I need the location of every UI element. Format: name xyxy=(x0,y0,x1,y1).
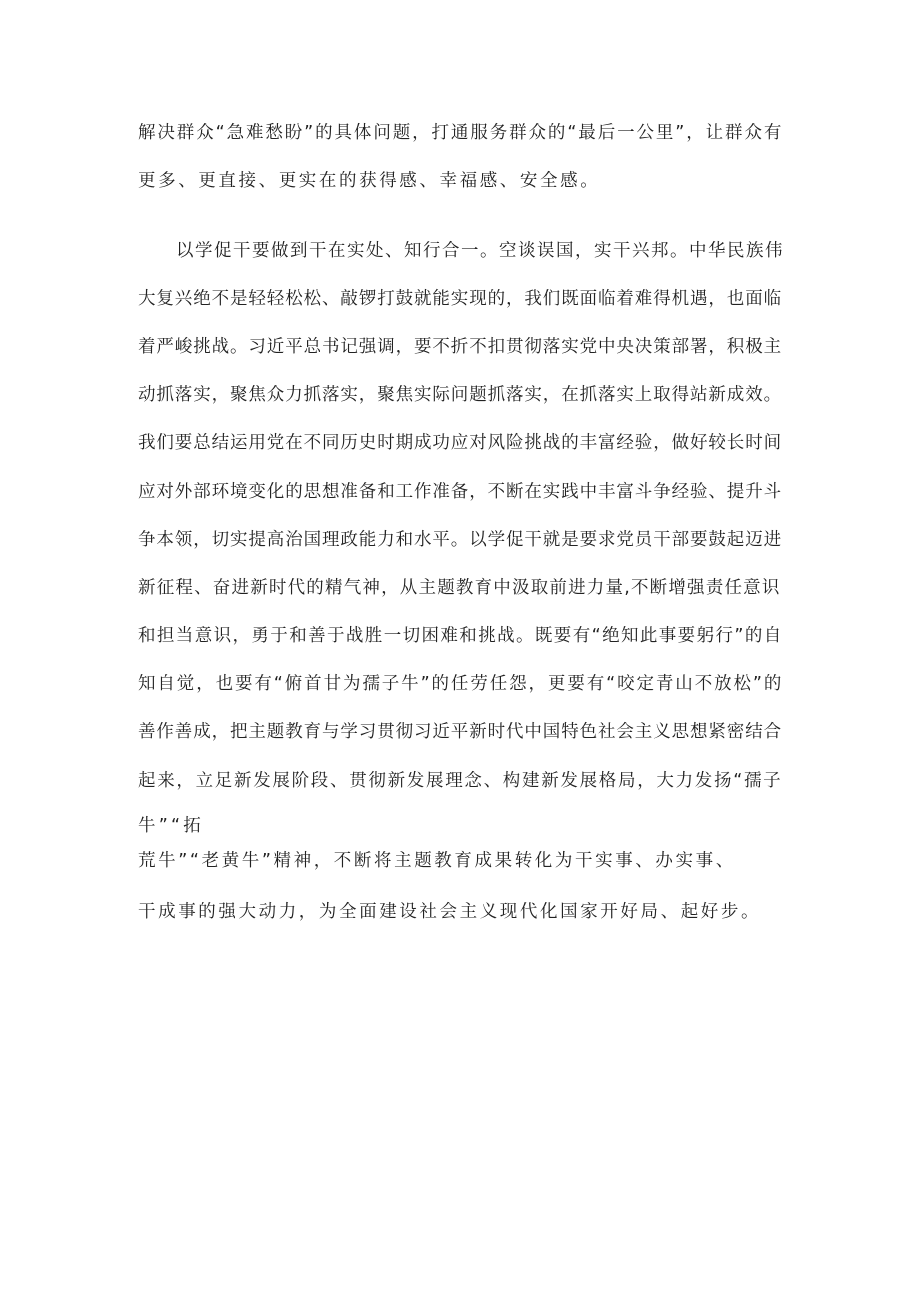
text-line: 争本领，切实提高治国理政能力和水平。以学促干就是要求党员干部要鼓起迈进 xyxy=(138,530,782,550)
text-line: 起来，立足新发展阶段、贯彻新发展理念、构建新发展格局，大力发扬“孺子 xyxy=(138,771,783,791)
text-line: 动抓落实，聚焦众力抓落实，聚焦实际问题抓落实，在抓落实上取得站新成效。 xyxy=(138,385,782,405)
text-line: 着严峻挑战。习近平总书记强调，要不折不扣贯彻落实党中央决策部署，积极主 xyxy=(138,337,782,357)
text-line: 更多、更直接、更实在的获得感、幸福感、安全感。 xyxy=(138,171,601,191)
text-line: 善作善成，把主题教育与学习贯彻习近平新时代中国特色社会主义思想紧密结合 xyxy=(138,722,782,742)
text-line: 知自觉，也要有“俯首甘为孺子牛”的任劳任怨，更要有“咬定青山不放松”的 xyxy=(138,674,784,694)
text-line: 应对外部环境变化的思想准备和工作准备，不断在实践中丰富斗争经验、提升斗 xyxy=(138,482,782,502)
text-line: 和担当意识，勇于和善于战胜一切困难和挑战。既要有“绝知此事要躬行”的自 xyxy=(138,626,783,646)
text-line: 解决群众“急难愁盼”的具体问题，打通服务群众的“最后一公里”，让群众有 xyxy=(138,123,784,143)
text-line: 我们要总结运用党在不同历史时期成功应对风险挑战的丰富经验，做好较长时间 xyxy=(138,433,782,453)
text-line: 以学促干要做到干在实处、知行合一。空谈误国，实干兴邦。中华民族伟 xyxy=(176,241,784,261)
text-line: 干成事的强大动力，为全面建设社会主义现代化国家开好局、起好步。 xyxy=(138,902,762,922)
text-line: 荒牛”“老黄牛”精神，不断将主题教育成果转化为干实事、办实事、 xyxy=(138,851,736,871)
text-line: 牛”“拓 xyxy=(138,816,204,836)
text-line: 新征程、奋进新时代的精气神，从主题教育中汲取前进力量,不断增强责任意识 xyxy=(138,578,781,598)
text-line: 大复兴绝不是轻轻松松、敲锣打鼓就能实现的，我们既面临着难得机遇，也面临 xyxy=(138,289,782,309)
